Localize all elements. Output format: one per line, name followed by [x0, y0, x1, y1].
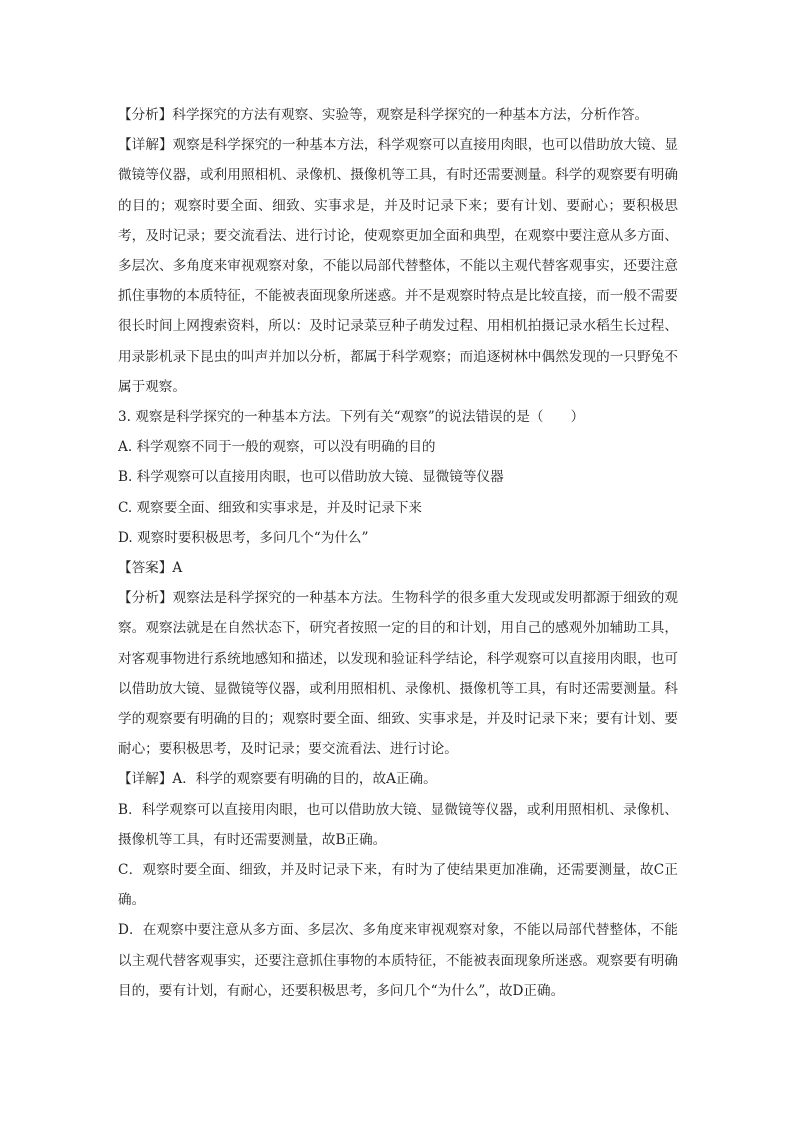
option-d: D. 观察时要积极思考，多问几个“为什么”: [118, 529, 369, 546]
detail-c: C．观察时要全面、细致，并及时记录下来，有时为了使结果更加准确，还需要测量，故C正确。: [118, 862, 678, 909]
analysis-text: 科学探究的方法有观察、实验等，观察是科学探究的一种基本方法，分析作答。: [172, 107, 649, 123]
option-a: A. 科学观察不同于一般的观察，可以没有明确的目的: [118, 439, 436, 456]
detail-a: [118, 764, 678, 794]
answer-tag: 【答案】: [118, 560, 173, 577]
previous-detail: [118, 130, 678, 402]
analysis: [118, 583, 678, 764]
answer-text: A: [172, 560, 183, 577]
detail-tag: 【详解】: [118, 137, 173, 154]
document-body: [118, 100, 678, 1006]
answer: [118, 553, 678, 583]
detail-tag: 【详解】: [118, 771, 173, 788]
detail-d: D．在观察中要注意从多方面、多层次、多角度来审视观察对象，不能以局部代替整体，不能以主观代替客观事实，还要注意抓住事物的本质特征，不能被表面现象所迷惑。观察要有明确目的，要有计划，有耐心，还要积极思考，多问几个“为什么”，故D正确。: [118, 922, 678, 999]
option-c: C. 观察要全面、细致和实事求是，并及时记录下来: [118, 499, 423, 516]
question-stem: 3. 观察是科学探究的一种基本方法。下列有关“观察”的说法错误的是（ ）: [118, 409, 585, 426]
detail-b: B．科学观察可以直接用肉眼，也可以借助放大镜、显微镜等仪器，或利用照相机、录像机、摄像机等工具，有时还需要测量，故B正确。: [118, 801, 678, 848]
detail-text: 观察是科学探究的一种基本方法，科学观察可以直接用肉眼，也可以借助放大镜、显微镜等仪器，或利用照相机、录像机、摄像机等工具，有时还需要测量。科学的观察要有明确的目的；观察时要全面、细致、实事求是，并及时记录下来；要有计划、要耐心；要积极思考，及时记录；要交流看法、进行讨论，使观察更加全面和典型，在观察中要注意从多方面、多层次、多角度来审视观察对象，不能以局部代替整体，不能以主观代替客观事实，还要注意抓住事物的本质特征，不能被表面现象所迷惑。并不是观察时特点是比较直接，而一般不需要很长时间上网搜索资料，所以：及时记录菜豆种子萌发过程、用相机拍摄记录水稻生长过程、用录影机录下昆虫的叫声并加以分析，都属于科学观察；而追逐树林中偶然发现的一只野兔不属于观察。: [118, 137, 678, 395]
analysis-tag: 【分析】: [118, 590, 173, 607]
previous-analysis: [118, 100, 678, 130]
analysis-text: 观察法是科学探究的一种基本方法。生物科学的很多重大发现或发明都源于细致的观察。观察法就是在自然状态下，研究者按照一定的目的和计划，用自己的感观外加辅助工具，对客观事物进行系统地感知和描述，以发现和验证科学结论，科学观察可以直接用肉眼，也可以借助放大镜、显微镜等仪器，或利用照相机、录像机、摄像机等工具，有时还需要测量。科学的观察要有明确的目的；观察时要全面、细致、实事求是，并及时记录下来；要有计划、要耐心；要积极思考，及时记录；要交流看法、进行讨论。: [118, 590, 678, 758]
detail-item-a: A．科学的观察要有明确的目的，故A正确。: [172, 771, 437, 788]
analysis-tag: 【分析】: [118, 107, 173, 123]
option-b: B. 科学观察可以直接用肉眼，也可以借助放大镜、显微镜等仪器: [118, 469, 504, 486]
